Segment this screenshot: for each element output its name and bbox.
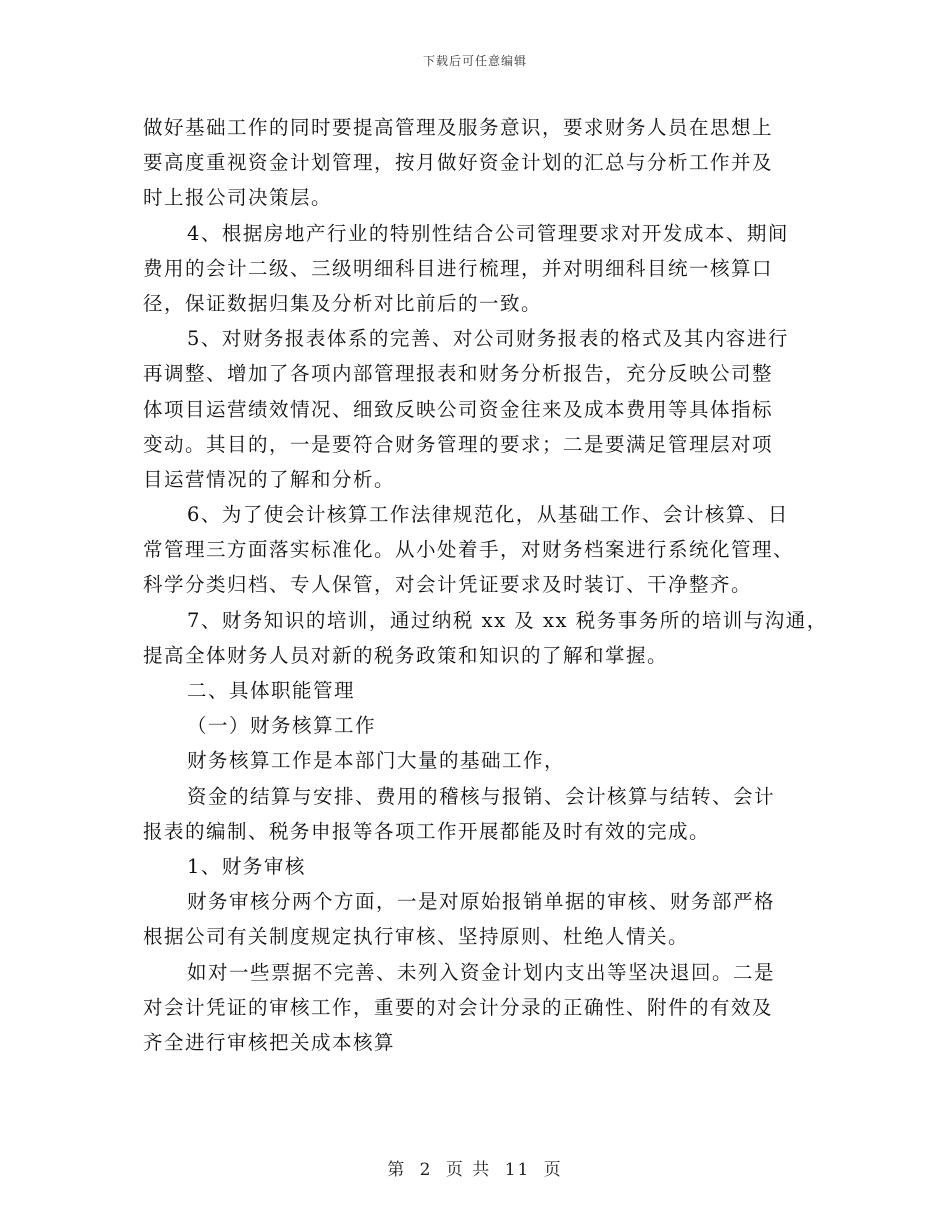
text-line: 提高全体财务人员对新的税务政策和知识的了解和掌握。: [143, 643, 669, 667]
text-line: 对会计凭证的审核工作，重要的对会计分录的正确性、附件的有效及: [143, 995, 774, 1019]
footer-suffix: 页: [543, 1160, 563, 1180]
text-line: 再调整、增加了各项内部管理报表和财务分析报告，充分反映公司整: [143, 362, 774, 386]
text-line: 6、为了使会计核算工作法律规范化，从基础工作、会计核算、日: [187, 503, 789, 527]
text-line: 5、对财务报表体系的完善、对公司财务报表的格式及其内容进行: [187, 327, 789, 351]
text-line: 体项目运营绩效情况、细致反映公司资金往来及成本费用等具体指标: [143, 397, 774, 421]
text-line: 变动。其目的，一是要符合财务管理的要求；二是要满足管理层对项: [143, 432, 774, 456]
text-line: 目运营情况的了解和分析。: [143, 467, 396, 491]
text-line: 常管理三方面落实标准化。从小处着手，对财务档案进行系统化管理、: [143, 538, 795, 562]
text-line: 如对一些票据不完善、未列入资金计划内支出等坚决退回。二是: [187, 960, 776, 984]
text-line: 径，保证数据归集及分析对比前后的一致。: [143, 291, 543, 315]
text-line: 二、具体职能管理: [187, 679, 356, 702]
text-line: 财务核算工作是本部门大量的基础工作，: [187, 749, 566, 773]
total-page-count: 11: [504, 1160, 531, 1180]
text-line: 科学分类归档、专人保管，对会计凭证要求及时装订、干净整齐。: [143, 573, 753, 597]
text-line: 费用的会计二级、三级明细科目进行梳理，并对明细科目统一核算口: [143, 256, 774, 280]
text-line: 要高度重视资金计划管理，按月做好资金计划的汇总与分析工作并及: [143, 151, 774, 175]
text-line: 7、财务知识的培训，通过纳税 xx 及 xx 税务事务所的培训与沟通，: [187, 608, 828, 632]
text-line: 报表的编制、税务申报等各项工作开展都能及时有效的完成。: [143, 819, 711, 843]
page-header: 下载后可任意编辑: [422, 54, 527, 68]
text-line: 根据公司有关制度规定执行审核、坚持原则、杜绝人情关。: [143, 925, 690, 949]
text-line: 资金的结算与安排、费用的稽核与报销、会计核算与结转、会计: [187, 784, 776, 808]
document-body: [143, 110, 828, 1060]
text-line: 齐全进行审核把关成本核算: [143, 1030, 396, 1054]
text-line: 财务审核分两个方面，一是对原始报销单据的审核、财务部严格: [187, 890, 776, 914]
text-line: 1、财务审核: [187, 854, 306, 878]
text-line: 4、根据房地产行业的特别性结合公司管理要求对开发成本、期间: [187, 221, 789, 245]
footer-middle: 页 共: [445, 1160, 492, 1180]
current-page-number: 2: [419, 1160, 433, 1180]
page-footer: [0, 1155, 950, 1180]
footer-prefix: 第: [387, 1160, 407, 1180]
text-line: 时上报公司决策层。: [143, 186, 333, 210]
text-line: （一）财务核算工作: [187, 714, 377, 738]
text-line: 做好基础工作的同时要提高管理及服务意识，要求财务人员在思想上: [143, 116, 774, 139]
